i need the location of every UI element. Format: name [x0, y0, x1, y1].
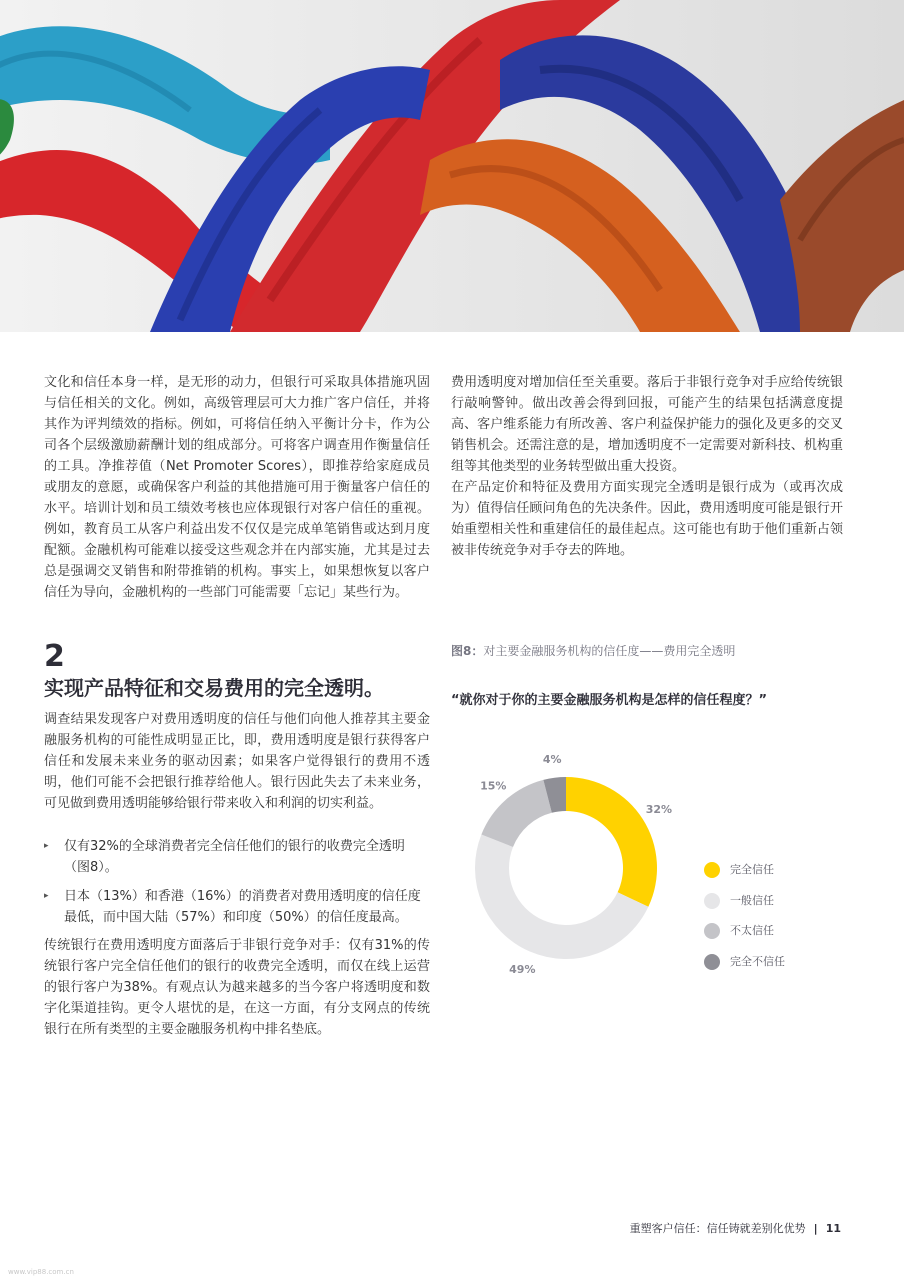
slice-value-label: 49%	[509, 962, 536, 975]
legend-item	[704, 861, 785, 892]
traditional-banks-paragraph: 传统银行在费用透明度方面落后于非银行竞争对手：仅有31%的传统银行客户完全信任他们的银行的收费完全透明，而仅在线上运营的银行客户为38%。有观点认为越来越多的当今客户将透明度和数字化渠道挂钩。更令人堪忧的是，在这一方面，有分支网点的传统银行在所有类型的主要金融服务机构中排名垫底。	[44, 938, 430, 1037]
legend-swatch	[704, 954, 720, 970]
footer-title: 重塑客户信任：信任铸就差别化优势	[629, 1222, 806, 1235]
legend-label: 完全不信任	[730, 954, 785, 968]
list-item	[44, 836, 430, 878]
bullet-arrow-icon: ▸	[44, 891, 49, 901]
legend-label: 完全信任	[730, 863, 774, 876]
legend-item	[704, 953, 785, 984]
fee-transparency-paragraph: 费用透明度对增加信任至关重要。落后于非银行竞争对手应给传统银行敲响警钟。做出改善会得到回报，可能产生的结果包括满意度提高、客户维系能力有所改善、客户利益保护能力的强化及更多的交叉销售机会。还需注意的是，增加透明度不一定需要对新科技、机构重组等其他类型的业务转型做出重大投资。	[451, 375, 843, 474]
legend-swatch	[704, 923, 720, 939]
legend-label: 不太信任	[730, 924, 774, 937]
legend-swatch	[704, 893, 720, 909]
legend-swatch	[704, 862, 720, 878]
legend-item	[704, 892, 785, 923]
page-footer	[630, 1221, 841, 1237]
key-findings-list	[44, 836, 430, 936]
slice-value-label: 15%	[480, 779, 507, 793]
slice-value-label: 4%	[542, 752, 562, 766]
trust-donut-chart	[451, 745, 681, 975]
legend-item	[704, 922, 785, 953]
list-item-text: 日本（13%）和香港（16%）的消费者对费用透明度的信任度最低，而中国大陆（57%）和印度（50%）的信任度最高。	[64, 889, 421, 925]
watermark: www.vip88.com.cn	[8, 1268, 74, 1276]
slice-value-label: 32%	[645, 803, 673, 817]
figure-caption-label: 图8：	[451, 644, 484, 658]
list-item	[44, 886, 430, 928]
bullet-arrow-icon: ▸	[44, 841, 49, 851]
chart-legend	[704, 861, 785, 983]
page-number: 11	[825, 1222, 841, 1235]
section-number: 2	[44, 639, 65, 674]
trusted-advisor-paragraph: 在产品定价和特征及费用方面实现完全透明是银行成为（或再次成为）值得信任顾问角色的先决条件。因此，费用透明度可能是银行开始重塑相关性和重建信任的最佳起点。这可能也有助于他们重新占领被非传统竞争对手夺去的阵地。	[451, 480, 843, 558]
legend-label: 一般信任	[730, 893, 774, 907]
footer-separator: |	[813, 1222, 818, 1235]
hero-image	[0, 0, 904, 332]
braided-ropes-illustration	[0, 0, 904, 332]
survey-question: “就你对于你的主要金融服务机构是怎样的信任程度？”	[451, 693, 768, 708]
list-item-text: 仅有32%的全球消费者完全信任他们的银行的收费完全透明（图8）。	[64, 839, 405, 875]
figure-caption-text: 对主要金融服务机构的信任度——费用完全透明	[483, 644, 736, 658]
donut-slice-1	[566, 777, 657, 907]
section-title: 实现产品特征和交易费用的完全透明。	[44, 676, 384, 700]
figure-caption	[451, 642, 851, 660]
culture-trust-paragraph: 文化和信任本身一样，是无形的动力，但银行可采取具体措施巩固与信任相关的文化。例如，高级管理层可大力推广客户信任，并将其作为评判绩效的指标。例如，可将信任纳入平衡计分卡，作为公司各个层级激励薪酬计划的组成部分。可将客户调查用作衡量信任的工具。净推荐值（Net Promoter Scores），即推荐给家庭成员或朋友的意愿，或确保客户利益的其他措施可用于衡量客户信任的水平。培训计划和员工绩效考核也应体现银行对客户信任的重视。例如，教育员工从客户利益出发不仅仅是完成单笔销售或达到月度配额。金融机构可能难以接受这些观念并在内部实施，尤其是过去总是强调交叉销售和附带推销的机构。事实上，如果想恢复以客户信任为导向，金融机构的一些部门可能需要「忘记」某些行为。	[44, 375, 430, 600]
section-intro-paragraph: 调查结果发现客户对费用透明度的信任与他们向他人推荐其主要金融服务机构的可能性成明显正比，即，费用透明度是银行获得客户信任和发展未来业务的驱动因素；如果客户觉得银行的费用不透明，他们可能不会把银行推荐给他人。银行因此失去了未来业务，可见做到费用透明能够给银行带来收入和利润的切实利益。	[44, 712, 430, 811]
